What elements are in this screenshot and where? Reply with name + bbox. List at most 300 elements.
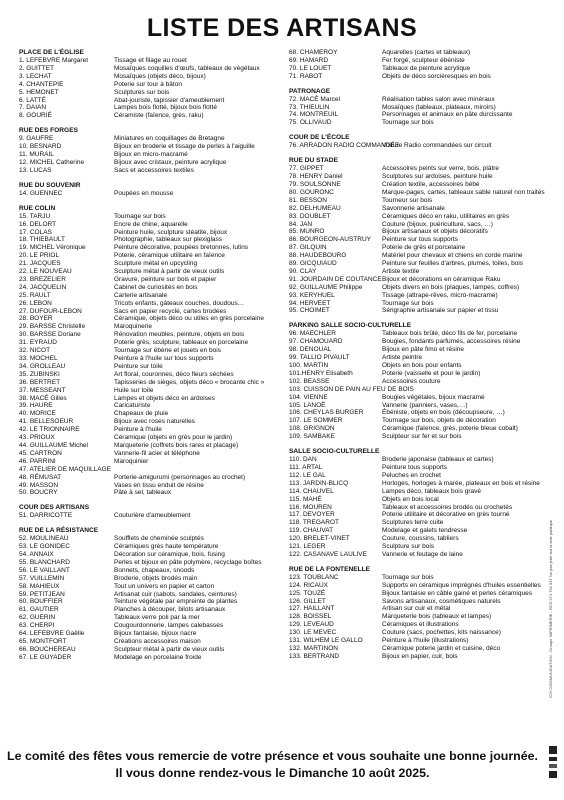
artisan-row: [289, 519, 551, 527]
artisan-craft: Peinture sur tous supports: [382, 236, 458, 244]
footer-date-line: Il vous donne rendez-vous le Dimanche 10 août 2025.: [115, 766, 430, 780]
artisan-craft: Mosaïques (objets déco, bijoux): [114, 72, 206, 80]
artisan-row: [289, 165, 551, 173]
artisan-craft: Marqueterie (coffrets bois rares et placage): [114, 441, 239, 449]
artisan-craft: Mosaïques coquilles d'œufs, tableaux de végétaux: [114, 64, 260, 72]
artisan-craft: Sculptures terre cuite: [382, 519, 444, 527]
artisan-name: 68. CHAMEROY: [289, 49, 338, 56]
artisan-name: 8. GOURIÉ: [19, 112, 52, 120]
artisan-craft: Sculpture métal à partir de vieux outils: [114, 268, 225, 276]
artisan-craft: Maroquinerie: [114, 323, 152, 331]
artisan-name: 129. LEVEAUD: [289, 621, 334, 629]
artisan-name: 109. SAMBAKE: [289, 433, 335, 441]
artisan-craft: Aquarelles (cartes et tableaux): [382, 49, 471, 56]
artisan-row: [289, 425, 551, 433]
artisan-row: [19, 551, 284, 559]
artisan-name: 57. VUILLEMIN: [19, 574, 65, 582]
artisan-name: 52. MOULINEAU: [19, 535, 69, 543]
artisan-craft: Poterie de grès et porcelaine: [382, 244, 466, 252]
section-rue-de-la-fontenelle: [289, 566, 551, 661]
artisan-row: [19, 512, 284, 520]
artisan-row: [289, 417, 551, 425]
artisan-craft: Peinture à l'huile sur tous supports: [114, 355, 214, 362]
artisan-name: 62. GUERIN: [19, 614, 56, 622]
artisan-name: 12. MICHEL Catherine: [19, 158, 85, 166]
artisan-row: [289, 543, 551, 551]
footer-message: [0, 748, 545, 782]
artisan-name: 73. THIEULIN: [289, 103, 330, 111]
artisan-craft: Planches à découper, bilots artisanaux: [114, 606, 226, 614]
artisan-craft: Bijoux fantaisie, bijoux nacre: [114, 630, 197, 638]
artisan-row: [289, 480, 551, 488]
section-rue-du-souvenir: [19, 182, 284, 198]
artisan-name: 101.HENRY Elisabeth: [289, 369, 353, 377]
artisan-row: [19, 583, 284, 591]
artisan-name: 31. EYRAUD: [19, 339, 57, 347]
artisan-name: 28. BOYER: [19, 315, 53, 323]
section-heading: PLACE DE L'ÉGLISE: [19, 49, 84, 56]
artisan-craft: Sacs et accessoires textiles: [114, 166, 194, 174]
artisan-name: 58. MAHIEUX: [19, 582, 60, 590]
artisan-row: [289, 49, 551, 57]
artisan-row: [19, 323, 284, 331]
artisan-craft: Tissage et filage au rouet: [114, 57, 187, 64]
artisan-craft: Teinture végétale par empreinte de plantes: [114, 598, 238, 606]
artisan-row: [289, 260, 551, 268]
artisan-name: 65. MONTFORT: [19, 638, 67, 645]
artisan-name: 11. MURAIL: [19, 151, 54, 159]
artisan-row: [289, 189, 551, 197]
artisan-row: [289, 637, 551, 645]
artisan-craft: Couturière d'ameublement: [114, 512, 191, 520]
artisan-name: 5. HEMONET: [19, 88, 59, 96]
section-heading: RUE DE LA FONTENELLE: [289, 565, 371, 573]
artisan-name: 21. JACQUES: [19, 260, 61, 268]
artisan-row: [19, 229, 284, 237]
artisan-row: [289, 111, 551, 119]
artisan-craft: Porterie-amigurumi (personnages au crochet): [114, 473, 246, 481]
artisan-name: 84. JAN: [289, 220, 313, 228]
artisan-name: 95. CHOIMET: [289, 307, 330, 315]
artisan-craft: Tableaux et accessoires brodés ou crochetés: [382, 503, 513, 511]
artisan-name: 7. DAIAN: [19, 104, 47, 112]
artisan-craft: Gravure, peinture sur bois et papier: [114, 275, 217, 283]
artisan-name: 23. BREZELIER: [19, 275, 66, 283]
artisan-craft: Pâte à sel, tableaux: [114, 489, 172, 497]
artisan-row: [19, 339, 284, 347]
artisan-row: [289, 574, 551, 582]
artisan-row: [289, 236, 551, 244]
artisan-name: 26. LEBON: [19, 299, 52, 307]
artisan-craft: Cougourdonnerie, lampes calebasses: [114, 622, 224, 630]
artisan-row: [19, 638, 284, 646]
artisan-name: 100. MARTIN: [289, 362, 329, 369]
artisan-row: [19, 379, 284, 387]
artisan-row: [289, 370, 551, 378]
artisan-name: 97. CHAMOUARD: [289, 338, 343, 346]
artisan-name: 86. BOURGEON-AUSTRUY: [289, 236, 371, 244]
artisan-craft: Poterie grès, sculpture, tableaux en porcelaine: [114, 339, 249, 347]
artisan-craft: Tourneur sur bois: [382, 196, 433, 204]
artisan-name: 87. GILQUIN: [289, 244, 327, 252]
artisan-row: [19, 143, 284, 151]
artisan-craft: Perles et bijoux en pâte polymère, recyclage boîtes: [114, 558, 262, 566]
artisan-name: 44. GUILLAUME Michel: [19, 441, 88, 449]
printer-credit: [548, 520, 560, 735]
artisan-name: 49. MASSON: [19, 481, 59, 489]
artisan-craft: [111, 466, 284, 474]
artisan-name: 14. GUENNEC: [19, 189, 63, 197]
artisan-name: 99. TALLIO PIVAULT: [289, 354, 350, 362]
artisan-name: 16. DELORT: [19, 220, 57, 228]
artisan-craft: Bijoux en papier, cuir, bois: [382, 652, 458, 660]
artisan-craft: Vannerie et feutage de laine: [382, 550, 463, 558]
artisan-row: [19, 387, 284, 395]
artisan-name: 40. MORICE: [19, 410, 56, 418]
artisan-row: [19, 575, 284, 583]
artisan-craft: Marqueterie bois (tableaux et lampes): [382, 613, 492, 621]
artisan-name: 93. KERYHUEL: [289, 291, 335, 299]
artisan-row: [289, 244, 551, 252]
artisan-row: [19, 450, 284, 458]
artisan-craft: Céramique (faïence, grès, poterie bleue cobalt): [382, 425, 518, 433]
artisan-craft: Broderie, objets brodés main: [114, 574, 198, 582]
artisan-craft: Chapeaux de pluie: [114, 410, 169, 418]
artisan-craft: Tournage sur bois: [382, 119, 434, 127]
artisans-column-left: [19, 49, 284, 669]
artisan-craft: Couture (bijoux, puériculture, sacs, …): [382, 220, 493, 228]
artisan-row: [289, 307, 551, 315]
section-parking-salle-socio-culturelle: [289, 322, 551, 441]
artisan-row: [289, 613, 551, 621]
section-rue-du-stade: [289, 157, 551, 315]
artisan-row: [19, 236, 284, 244]
artisan-row: [289, 535, 551, 543]
artisan-name: 46. PARRINI: [19, 457, 56, 465]
artisan-craft: Bougies, fondants parfumés, accessoires résine: [382, 338, 521, 346]
artisan-craft: Marque-pages, cartes, tableaux sable naturel non traités: [382, 188, 545, 196]
artisan-craft: Tableaux verre poli par la mer: [114, 614, 200, 622]
artisan-row: [289, 104, 551, 112]
artisan-row: [19, 221, 284, 229]
artisan-craft: Peinture tous supports: [382, 463, 448, 471]
artisan-name: 76. ARRADON RADIO COMMANDÉE: [289, 142, 400, 150]
artisan-name: 18. THIEBAULT: [19, 236, 65, 244]
artisan-name: 38. MACÉ Gilles: [19, 394, 67, 402]
section-heading: COUR DE L'ÉCOLE: [289, 134, 350, 142]
artisan-name: 61. GAUTIER: [19, 606, 59, 614]
artisan-row: [289, 598, 551, 606]
artisan-name: 47. ATELIER DE MAQUILLAGE: [19, 465, 111, 473]
artisan-name: 127. HAILLANT: [289, 605, 335, 613]
artisan-row: [289, 213, 551, 221]
artisan-craft: Artisanat cuir (sabots, sandales, ceintures): [114, 590, 237, 598]
printer-logo-icon: [547, 742, 559, 782]
section-place-de-l-eglise: [19, 49, 284, 120]
artisan-row: [19, 260, 284, 268]
artisan-row: [289, 96, 551, 104]
artisan-row: [19, 308, 284, 316]
section-heading: RUE DU STADE: [289, 157, 338, 165]
artisan-row: [19, 598, 284, 606]
artisan-craft: Caricaturiste: [114, 402, 151, 410]
artisan-name: 82. DELHUMEAU: [289, 204, 341, 212]
artisan-name: 132. MARTINON: [289, 645, 339, 652]
artisan-name: 123. TOUBLANC: [289, 573, 339, 581]
artisan-name: 112. LE GAL: [289, 471, 326, 479]
artisan-name: 25. RAULT: [19, 291, 51, 299]
artisan-name: 50. BOUCRY: [19, 489, 58, 497]
artisan-name: 55. BLANCHARD: [19, 558, 70, 566]
artisan-craft: [414, 386, 551, 394]
artisan-name: 67. LE GUYADER: [19, 653, 72, 661]
artisan-craft: Objets en bois pour enfants: [382, 362, 462, 369]
artisan-craft: Modelage en porcelaine froide: [114, 653, 202, 661]
section-rue-de-la-resistance: [19, 527, 284, 662]
artisan-row: [19, 466, 284, 474]
artisan-name: 4. CHANTEPIE: [19, 80, 64, 88]
artisan-row: [19, 567, 284, 575]
artisan-craft: Vannerie (panniers, vases,…): [382, 401, 468, 409]
artisan-row: [19, 654, 284, 662]
artisan-craft: Poterie (vaisselle et pour le jardin): [382, 369, 481, 377]
artisan-craft: Céramiques et illustrations: [382, 621, 459, 629]
artisan-name: 103. CUISSON DE PAIN AU FEU DE BOIS: [289, 385, 414, 393]
artisan-row: [289, 221, 551, 229]
artisan-name: 116. MOUREN: [289, 503, 332, 511]
artisan-row: [289, 292, 551, 300]
artisan-name: 118. TREGAROT: [289, 519, 339, 527]
artisan-row: [289, 504, 551, 512]
artisan-row: [19, 410, 284, 418]
artisan-craft: Carterie artisanale: [114, 291, 168, 299]
artisan-row: [19, 606, 284, 614]
artisan-name: 27. DUFOUR-LEBON: [19, 307, 82, 315]
artisan-name: 121. LEGER: [289, 543, 326, 551]
artisan-row: [289, 276, 551, 284]
section-heading: RUE COLIN: [19, 204, 56, 212]
artisan-row: [289, 378, 551, 386]
artisan-craft: Rénovation meubles, peinture, objets en bois: [114, 331, 245, 339]
artisan-name: 42. LE TRIONNAIRE: [19, 426, 80, 434]
artisan-name: 91. JOURDAIN DE COUTANCE: [289, 275, 382, 283]
artisan-name: 130. LE MEVEC: [289, 629, 337, 637]
artisan-craft: Poupées en mousse: [114, 189, 174, 197]
artisan-craft: Modelage et galets tendresse: [382, 527, 468, 535]
artisan-name: 90. CLAY: [289, 267, 317, 275]
artisan-craft: Savonnerie artisanale: [382, 204, 445, 212]
artisan-name: 102. BEASSE: [289, 377, 330, 385]
artisan-craft: Huile sur toile: [114, 386, 154, 394]
artisan-name: 3. LECHAT: [19, 72, 52, 80]
artisan-craft: Céramique (objets en grès pour le jardin): [114, 434, 233, 442]
artisan-name: 64. LEFEBVRE Gaëlle: [19, 630, 85, 638]
artisan-name: 70. LE LOUET: [289, 64, 332, 72]
artisan-row: [19, 104, 284, 112]
artisan-name: 39. HAURE: [19, 402, 53, 410]
artisan-name: 78. HENRY Daniel: [289, 173, 343, 181]
artisan-name: 66. BOUCHEREAU: [19, 645, 76, 653]
artisan-row: [19, 159, 284, 167]
artisan-row: [289, 511, 551, 519]
artisan-name: 2. GUITTET: [19, 64, 55, 72]
artisan-name: 104. VIENNE: [289, 393, 328, 401]
artisan-craft: Céramique poterie jardin et cuisine, déco: [382, 645, 501, 652]
artisan-name: 1. LEFEBVRE Margaret: [19, 57, 88, 64]
artisan-row: [19, 81, 284, 89]
artisan-craft: Artiste peintre: [382, 354, 423, 362]
artisan-craft: Sculpture métal en upcycling: [114, 260, 198, 268]
artisan-craft: Céramiques grès haute température: [114, 543, 219, 551]
artisan-craft: Poterie utilitaire et décorative en grès tourné: [382, 511, 510, 519]
artisan-craft: Supports en céramique imprégnés d'huiles essentielles: [382, 581, 541, 589]
artisan-craft: Bougies végétales, bijoux macramé: [382, 393, 485, 401]
artisan-name: 133. BERTRAND: [289, 652, 340, 660]
artisan-name: 24. JACQUELIN: [19, 283, 67, 291]
artisan-row: [289, 590, 551, 598]
artisan-craft: Objets divers en bois (plaques, lampes, coffres): [382, 283, 520, 291]
artisan-row: [289, 653, 551, 661]
artisan-name: 92. GUILLAUME Philippe: [289, 283, 363, 291]
artisan-row: [289, 409, 551, 417]
artisan-name: 45. CARTRON: [19, 449, 62, 457]
artisan-row: [289, 456, 551, 464]
artisan-craft: Sculptures sur ardoises, peinture huile: [382, 173, 493, 181]
artisan-craft: Abat-jouriste, tapissier d'ameublement: [114, 96, 225, 104]
artisan-craft: Horloges, horloges à marée, plateaux en bois et résine: [382, 479, 540, 487]
artisan-name: 110. DAN: [289, 456, 317, 464]
artisan-craft: Bonnets, chapeaux, snoods: [114, 566, 195, 574]
artisan-craft: Soufflets de cheminée sculptés: [114, 535, 204, 543]
artisan-row: [289, 205, 551, 213]
artisan-craft: Bijoux artisanaux et objets décoratifs: [382, 228, 488, 236]
artisan-craft: Savons artisanaux, cosmétiques naturels: [382, 597, 501, 605]
artisan-row: [19, 347, 284, 355]
artisan-row: [19, 458, 284, 466]
artisan-row: [19, 418, 284, 426]
artisan-row: [19, 489, 284, 497]
artisan-row: [289, 346, 551, 354]
artisan-name: 48. RÉMUSAT: [19, 473, 62, 481]
artisan-craft: Encre de chine, aquarelle: [114, 220, 188, 228]
artisan-row: [19, 167, 284, 175]
artisan-name: 19. MICHEL Véronique: [19, 244, 86, 252]
artisan-row: [289, 472, 551, 480]
artisan-name: 36. BERTRET: [19, 378, 61, 386]
artisan-row: [289, 488, 551, 496]
artisan-name: 33. MOCHEL: [19, 355, 58, 362]
artisan-name: 88. HAUDEBOURG: [289, 252, 347, 260]
artisan-craft: Cabinet de curiosités en bois: [114, 283, 198, 291]
artisan-name: 94. HERVEET: [289, 299, 331, 307]
artisan-craft: Céramiques déco en raku, utilitaires en grès: [382, 212, 510, 220]
section-heading: PARKING SALLE SOCIO-CULTURELLE: [289, 322, 412, 330]
artisan-row: [19, 474, 284, 482]
artisan-craft: Accessoires couture: [382, 377, 441, 385]
section-continued: [289, 49, 551, 81]
artisan-row: [289, 73, 551, 81]
artisan-row: [289, 621, 551, 629]
artisan-row: [289, 65, 551, 73]
artisan-row: [289, 228, 551, 236]
artisan-craft: Ébéniste, objets en bois (découpseure, …): [382, 409, 505, 417]
artisan-row: [19, 371, 284, 379]
artisan-name: 107. LE SOMMER: [289, 417, 343, 425]
artisan-row: [19, 252, 284, 260]
artisan-row: [289, 338, 551, 346]
artisan-craft: Broderie japonaise (tableaux et cartes): [382, 456, 494, 464]
artisan-craft: Tournage sur bois: [114, 212, 166, 220]
artisan-name: 126. GILLET: [289, 597, 326, 605]
artisan-craft: Couture (sacs, pochettes, kits naissance): [382, 629, 501, 637]
artisan-name: 98. DENOUAL: [289, 346, 332, 354]
artisan-craft: Maroquinier: [114, 457, 149, 465]
artisan-row: [19, 622, 284, 630]
artisan-craft: Tournage sur bois: [382, 299, 434, 307]
section-heading: RUE DU SOUVENIR: [19, 181, 81, 189]
artisan-craft: Sculpture sur bois: [382, 543, 435, 551]
artisan-row: [19, 73, 284, 81]
artisan-row: [289, 496, 551, 504]
artisan-row: [19, 89, 284, 97]
artisan-craft: Lampes bois flotté, bijoux bois flotté: [114, 104, 217, 112]
artisan-name: 56. LE VAILLANT: [19, 566, 70, 574]
artisan-craft: Poterie, céramique utilitaire en faïence: [114, 252, 225, 260]
artisan-name: 9. GAUFRE: [19, 135, 54, 143]
artisan-craft: Décoration sur céramique, bois, fusing: [114, 551, 225, 559]
artisan-craft: Sculpteur sur fer et sur bois: [382, 433, 462, 441]
section-rue-colin: [19, 205, 284, 498]
artisan-craft: Poterie sur tour à bâton: [114, 80, 182, 88]
artisan-name: 54. ANNAIX: [19, 551, 54, 559]
artisan-name: 51. DARRICOTTE: [19, 512, 73, 520]
artisan-craft: Céramique, objets déco ou utiles en grès porcelaine: [114, 315, 264, 323]
artisan-row: [19, 213, 284, 221]
artisan-row: [289, 362, 551, 370]
artisan-craft: Tapisseries de sièges, objets déco « brocante chic »: [114, 378, 265, 386]
artisan-row: [19, 57, 284, 65]
artisan-row: [289, 197, 551, 205]
artisan-name: 72. MACÉ Marcel: [289, 95, 340, 103]
artisan-name: 13. LUCAS: [19, 166, 52, 174]
artisan-craft: Sculpteur métal à partir de vieux outils: [114, 645, 225, 653]
artisan-row: [19, 614, 284, 622]
artisan-row: [289, 119, 551, 127]
artisan-row: [19, 244, 284, 252]
artisan-name: 20. LE PRIOL: [19, 252, 60, 260]
artisan-name: 43. PRIOUX: [19, 434, 55, 442]
artisan-row: [289, 354, 551, 362]
artisan-row: [289, 394, 551, 402]
artisan-craft: Tableaux de peinture acrylique: [382, 64, 471, 72]
artisan-craft: Créations accessoires maison: [114, 638, 201, 645]
artisan-name: 74. MONTREUIL: [289, 111, 339, 119]
artisan-row: [19, 630, 284, 638]
footer-thanks-line: Le comité des fêtes vous remercie de votre présence et vous souhaite une bonne journée.: [7, 749, 538, 763]
artisan-name: 115. MAHÉ: [289, 495, 322, 503]
artisan-row: [19, 315, 284, 323]
artisan-craft: Création textile, accessoires bébé: [382, 180, 480, 188]
artisan-craft: Artisan sur cuir et métal: [382, 605, 451, 613]
artisan-name: 69. HAMARD: [289, 56, 329, 64]
artisan-craft: Bijoux fantaisie en câble gainé et perles céramiques: [382, 589, 532, 597]
artisan-craft: Lampes déco, tableaux bois gravé: [382, 487, 482, 495]
section-cour-des-artisans: [19, 504, 284, 520]
artisan-craft: Voiture Radio commandées sur circuit: [382, 142, 492, 150]
artisan-name: 79. SOULSONNE: [289, 180, 341, 188]
artisan-row: [19, 284, 284, 292]
section-heading: PATRONAGE: [289, 87, 331, 95]
